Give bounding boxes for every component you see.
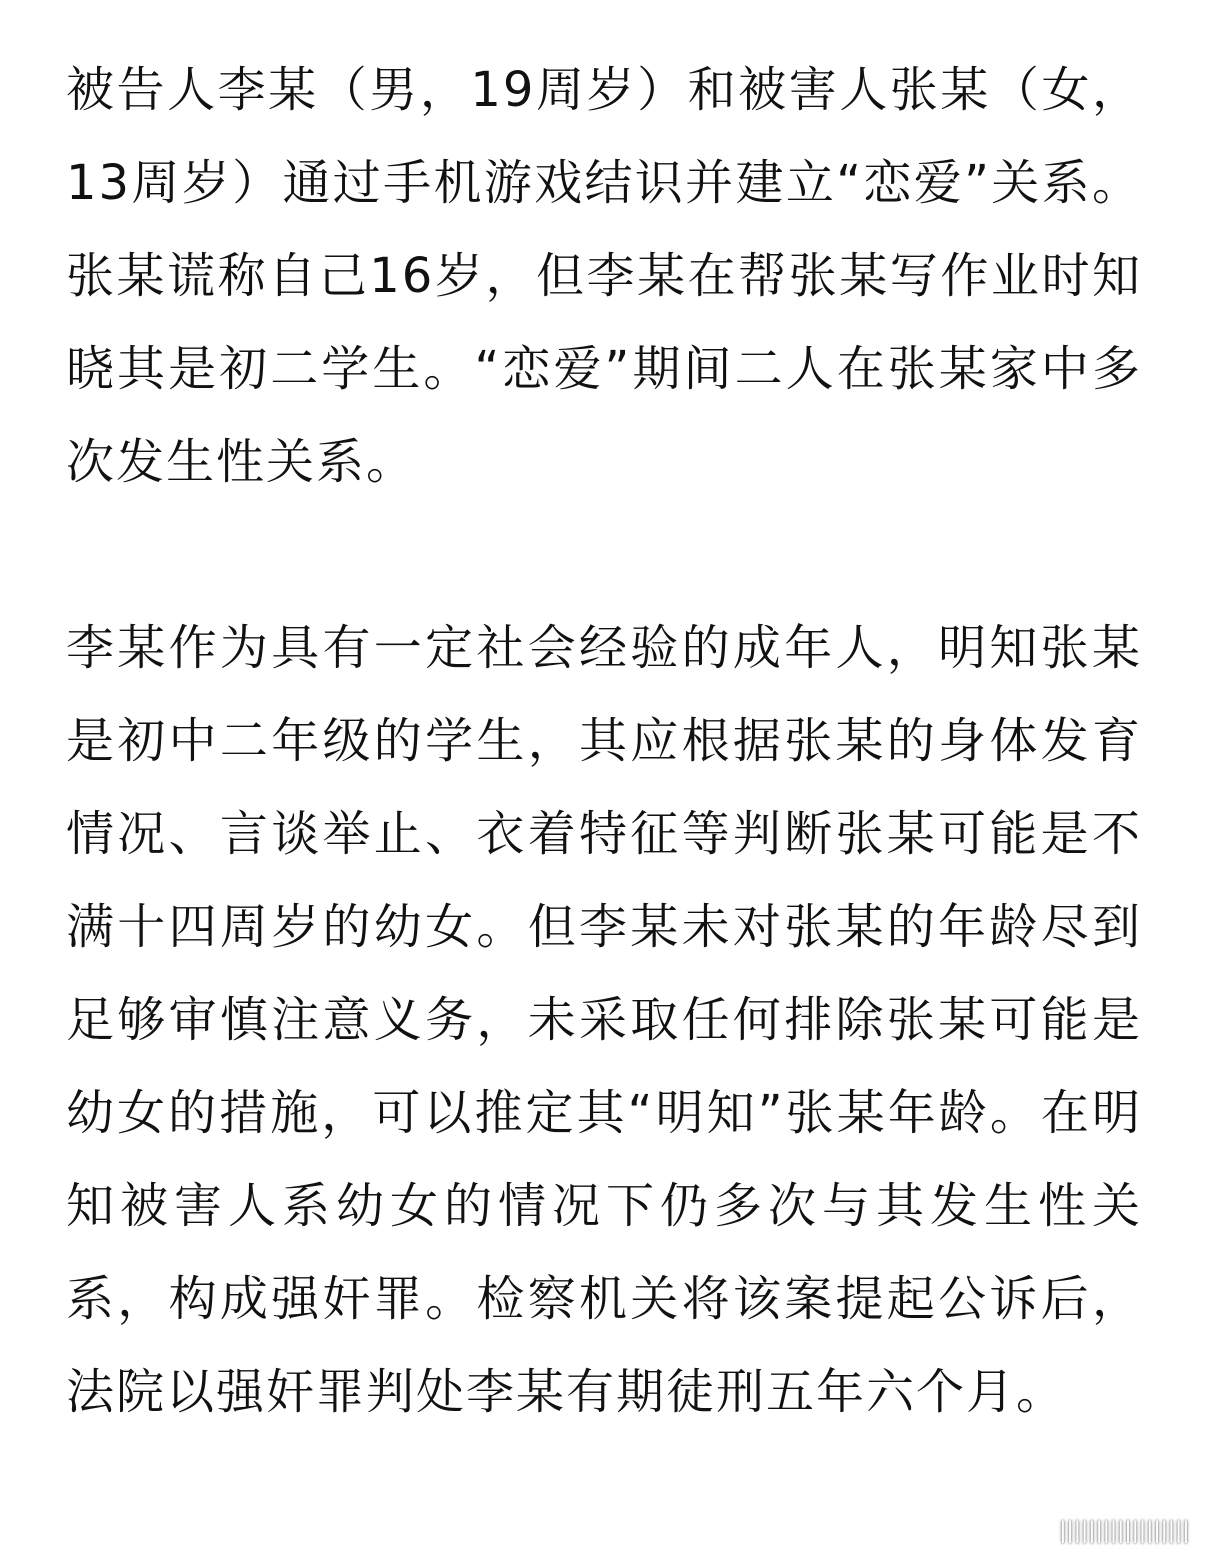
watermark: |||||||||||||||||| [1059,1517,1190,1544]
paragraph-case-facts: 被告人李某（男，19周岁）和被害人张某（女，13周岁）通过手机游戏结识并建立“恋爱”关系。张某谎称自己16岁，但李某在帮张某写作业时知晓其是初二学生。“恋爱”期间二人在张某家中多次发生性关系。 [66,62,1142,490]
article-body [66,44,1142,1439]
paragraph-court-ruling: 李某作为具有一定社会经验的成年人，明知张某是初中二年级的学生，其应根据张某的身体发育情况、言谈举止、衣着特征等判断张某可能是不满十四周岁的幼女。但李某未对张某的年龄尽到足够审慎注意义务，未采取任何排除张某可能是幼女的措施，可以推定其“明知”张某年龄。在明知被害人系幼女的情况下仍多次与其发生性关系，构成强奸罪。检察机关将该案提起公诉后，法院以强奸罪判处李某有期徒刑五年六个月。 [66,620,1142,1420]
